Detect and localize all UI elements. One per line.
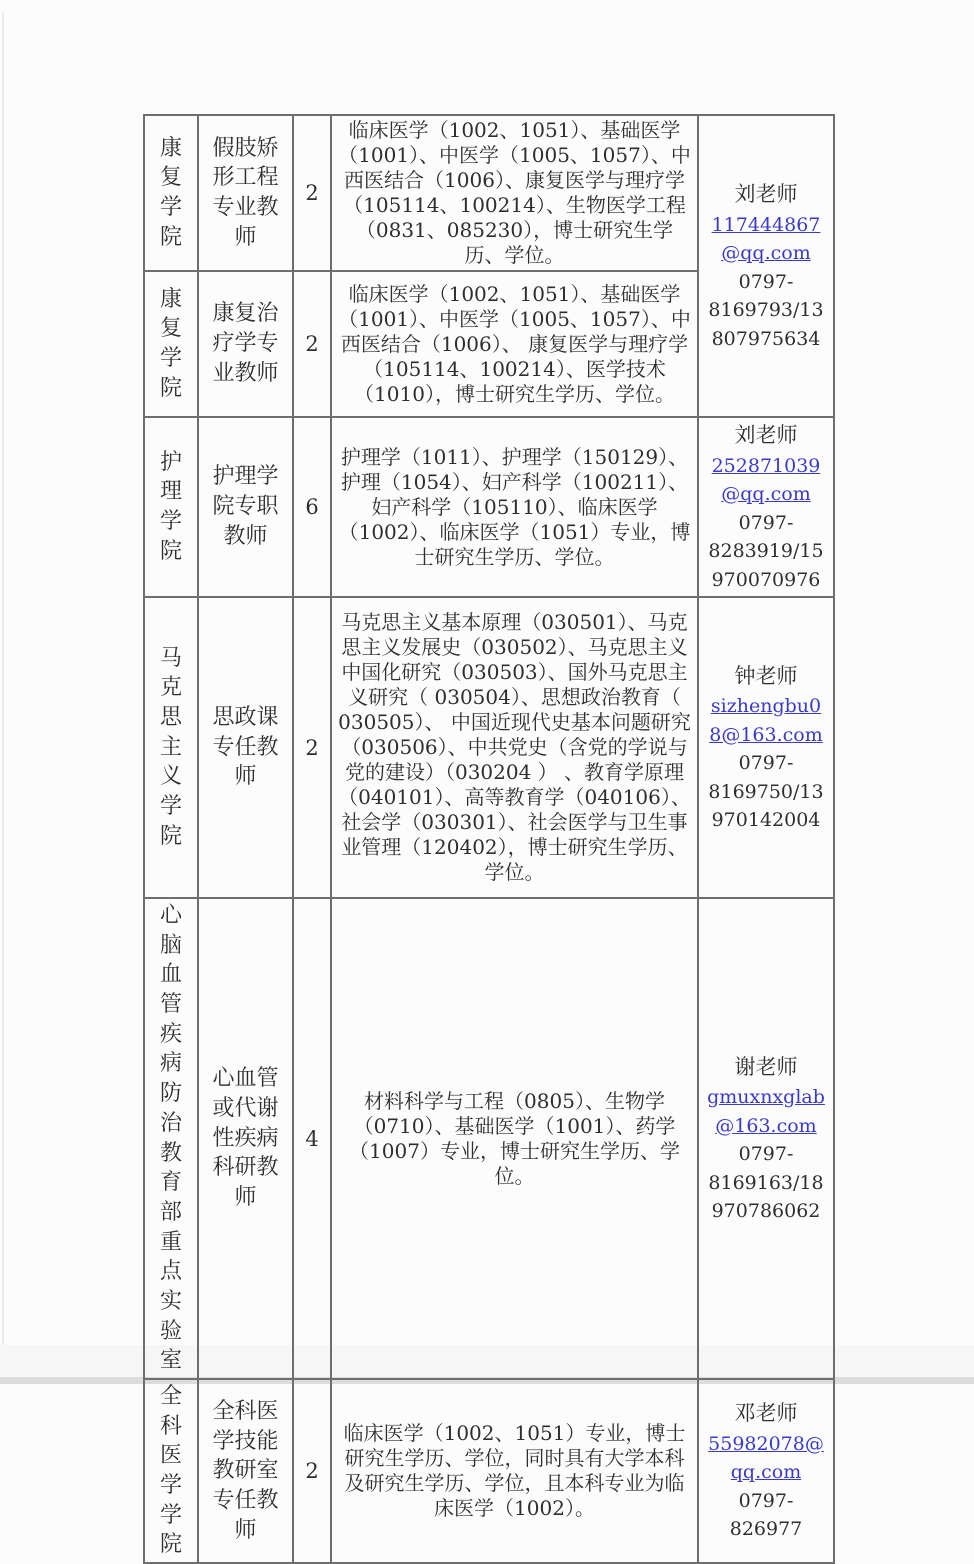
position-cell: 护理学院专职教师 (198, 417, 293, 597)
position-cell: 康复治疗学专业教师 (198, 271, 293, 417)
count-cell: 4 (293, 898, 331, 1379)
contact-name: 刘老师 (734, 182, 798, 206)
page-left-edge-line (2, 12, 4, 1384)
recruitment-table (143, 114, 835, 1564)
table-row (144, 417, 834, 597)
position-cell: 全科医学技能教研室专任教师 (198, 1379, 293, 1563)
count-cell: 2 (293, 597, 331, 898)
college-cell: 康复学院 (144, 115, 198, 271)
position-cell: 心血管或代谢性疾病科研教师 (198, 898, 293, 1379)
count-cell: 6 (293, 417, 331, 597)
contact-phone: 0797-8169793/13807975634 (708, 270, 824, 350)
college-cell: 全科医学学院 (144, 1379, 198, 1563)
email-link[interactable]: 55982078@qq.com (708, 1432, 824, 1484)
majors-cell: 临床医学（1002、1051）、基础医学（1001）、中医学（1005、1057）、中西医结合（1006）、 康复医学与理疗学（105114、100214）、医学技术（1010），博士研究生学历、学位。 (331, 271, 698, 417)
position-cell: 假肢矫形工程专业教师 (198, 115, 293, 271)
contact-name: 刘老师 (734, 423, 798, 447)
count-cell: 2 (293, 271, 331, 417)
contact-name: 钟老师 (734, 663, 798, 688)
email-link[interactable]: sizhengbu08@163.com (709, 695, 823, 746)
email-link[interactable]: 117444867@qq.com (711, 213, 821, 264)
contact-cell (698, 597, 834, 898)
contact-cell (698, 417, 834, 597)
contact-phone: 0797-8169750/13970142004 (708, 752, 824, 831)
count-cell: 2 (293, 1379, 331, 1563)
majors-cell: 临床医学（1002、1051）、基础医学（1001）、中医学（1005、1057）、中西医结合（1006）、康复医学与理疗学（105114、100214）、生物医学工程（0831、085230），博士研究生学历、学位。 (331, 115, 698, 271)
table-row (144, 898, 834, 1379)
college-cell: 康复学院 (144, 271, 198, 417)
majors-cell: 材料科学与工程（0805）、生物学（0710）、基础医学（1001）、药学（1007）专业，博士研究生学历、学位。 (331, 898, 698, 1379)
table-row (144, 1379, 834, 1563)
email-link[interactable]: 252871039@qq.com (711, 454, 821, 505)
contact-phone: 0797-8169163/18970786062 (708, 1143, 824, 1222)
count-cell: 2 (293, 115, 331, 271)
majors-cell: 护理学（1011）、护理学（150129）、护理（1054）、妇产科学（100211）、妇产科学（105110）、临床医学（1002）、临床医学（1051）专业，博士研究生学历、学位。 (331, 417, 698, 597)
contact-cell (698, 898, 834, 1379)
table-row (144, 597, 834, 898)
college-cell: 心脑血管疾病防治教育部重点实验室 (144, 898, 198, 1379)
majors-cell: 马克思主义基本原理（030501）、马克思主义发展史（030502）、马克思主义中国化研究（030503）、国外马克思主义研究（ 030504）、思想政治教育（ 030505）、 中国近现代史基本问题研究 （030506）、中共党史（含党的学说与党的建设）（030204 ） 、教育学原理（040101）、高等教育学（040106）、 社会学（030301）、社会医学与卫生事业管理（120402），博士研究生学历、学位。 (331, 597, 698, 898)
contact-cell (698, 115, 834, 417)
contact-phone: 0797-826977 (729, 1489, 803, 1541)
contact-name: 邓老师 (734, 1401, 798, 1426)
contact-cell (698, 1379, 834, 1563)
majors-cell: 临床医学（1002、1051）专业，博士研究生学历、学位，同时具有大学本科及研究生学历、学位，且本科专业为临床医学（1002）。 (331, 1379, 698, 1563)
contact-name: 谢老师 (734, 1054, 798, 1079)
position-cell: 思政课专任教师 (198, 597, 293, 898)
contact-phone: 0797-8283919/15970070976 (708, 511, 824, 591)
table-row (144, 115, 834, 271)
college-cell: 护理学院 (144, 417, 198, 597)
email-link[interactable]: gmuxnxglab@163.com (707, 1086, 825, 1137)
college-cell: 马克思主义学院 (144, 597, 198, 898)
